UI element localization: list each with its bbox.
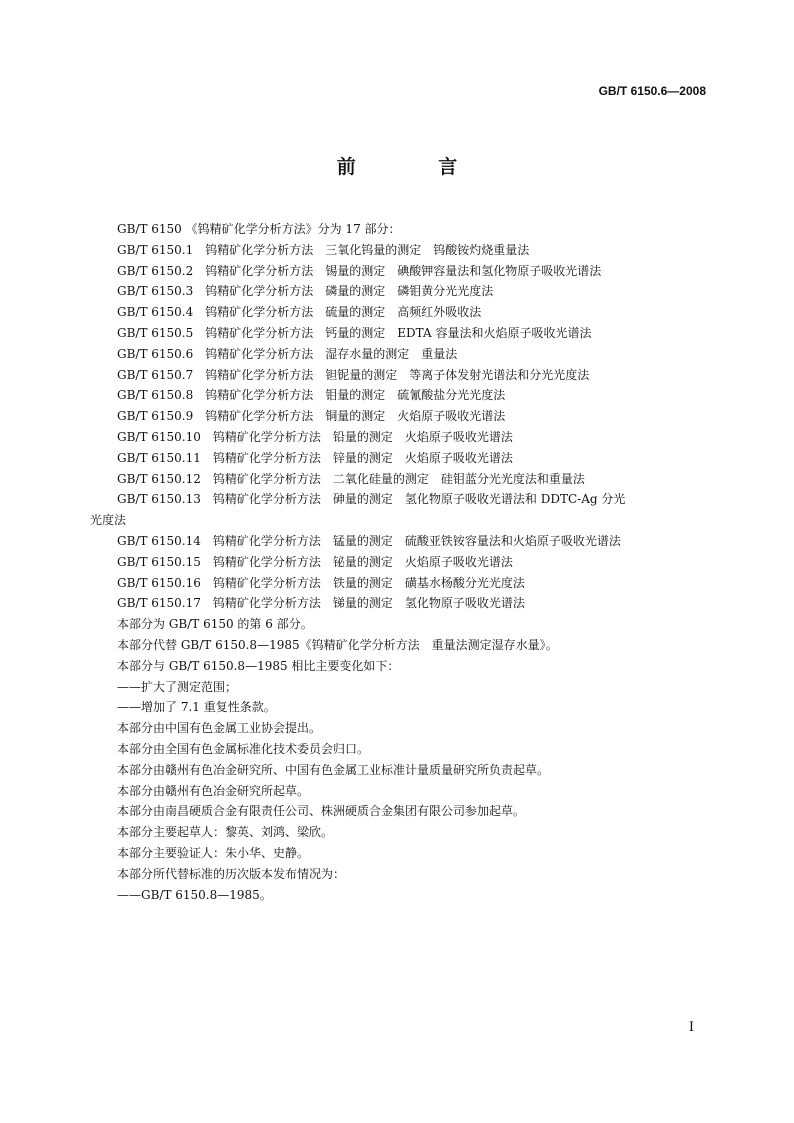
text-line: GB/T 6150.12 钨精矿化学分析方法 二氧化硅量的测定 硅钼蓝分光光度法和重量法	[117, 471, 585, 486]
text-line: GB/T 6150.14 钨精矿化学分析方法 锰量的测定 硫酸亚铁铵容量法和火焰原子吸收光谱法	[117, 533, 621, 548]
text-line: 本部分由南昌硬质合金有限责任公司、株洲硬质合金集团有限公司参加起草。	[117, 804, 526, 819]
text-line-continuation: 光度法	[90, 513, 127, 528]
text-line: GB/T 6150.9 钨精矿化学分析方法 铜量的测定 火焰原子吸收光谱法	[117, 409, 506, 424]
standard-number: GB/T 6150.6—2008	[598, 84, 706, 98]
text-line: ——GB/T 6150.8—1985。	[117, 887, 272, 902]
text-line: 本部分主要验证人：朱小华、史静。	[117, 845, 310, 860]
text-line: GB/T 6150.13 钨精矿化学分析方法 砷量的测定 氢化物原子吸收光谱法和 DDTC-Ag 分光	[117, 492, 626, 507]
text-line: GB/T 6150.15 钨精矿化学分析方法 铋量的测定 火焰原子吸收光谱法	[117, 554, 513, 569]
text-line: 本部分代替 GB/T 6150.8—1985《钨精矿化学分析方法 重量法测定湿存水量》。	[117, 637, 558, 652]
text-line: GB/T 6150.5 钨精矿化学分析方法 钙量的测定 EDTA 容量法和火焰原子吸收光谱法	[117, 325, 592, 340]
text-line: GB/T 6150.4 钨精矿化学分析方法 硫量的测定 高频红外吸收法	[117, 305, 482, 320]
text-line: 本部分为 GB/T 6150 的第 6 部分。	[117, 617, 313, 632]
text-line: GB/T 6150.3 钨精矿化学分析方法 磷量的测定 磷钼黄分光光度法	[117, 284, 494, 299]
text-line: GB/T 6150.6 钨精矿化学分析方法 湿存水量的测定 重量法	[117, 346, 458, 361]
text-line: GB/T 6150.17 钨精矿化学分析方法 锑量的测定 氢化物原子吸收光谱法	[117, 596, 525, 611]
text-line: 本部分主要起草人：黎英、刘鸿、梁欣。	[117, 825, 334, 840]
text-line: GB/T 6150.16 钨精矿化学分析方法 铁量的测定 磺基水杨酸分光光度法	[117, 575, 525, 590]
text-line: ——扩大了测定范围；	[117, 679, 238, 694]
text-line: GB/T 6150.11 钨精矿化学分析方法 锌量的测定 火焰原子吸收光谱法	[117, 450, 513, 465]
page-number: I	[688, 1020, 694, 1035]
text-line: GB/T 6150.7 钨精矿化学分析方法 钽铌量的测定 等离子体发射光谱法和分光光度法	[117, 367, 590, 382]
text-line: GB/T 6150 《钨精矿化学分析方法》分为 17 部分：	[117, 222, 401, 236]
text-line: 本部分所代替标准的历次版本发布情况为：	[117, 866, 346, 881]
foreword-body	[90, 219, 708, 905]
text-line: 本部分由中国有色金属工业协会提出。	[117, 721, 322, 736]
text-line: GB/T 6150.8 钨精矿化学分析方法 钼量的测定 硫氰酸盐分光光度法	[117, 388, 506, 403]
text-line: 本部分由赣州有色冶金研究所、中国有色金属工业标准计量质量研究所负责起草。	[117, 762, 550, 777]
text-line: GB/T 6150.2 钨精矿化学分析方法 锡量的测定 碘酸钾容量法和氢化物原子吸收光谱法	[117, 263, 602, 278]
text-line: GB/T 6150.1 钨精矿化学分析方法 三氧化钨量的测定 钨酸铵灼烧重量法	[117, 242, 530, 257]
text-line: 本部分由全国有色金属标准化技术委员会归口。	[117, 741, 370, 756]
text-line: GB/T 6150.10 钨精矿化学分析方法 铅量的测定 火焰原子吸收光谱法	[117, 429, 513, 444]
text-line: ——增加了 7.1 重复性条款。	[117, 700, 276, 715]
page-title: 前 言	[336, 156, 496, 178]
text-line: 本部分由赣州有色冶金研究所起草。	[117, 783, 310, 798]
text-line: 本部分与 GB/T 6150.8—1985 相比主要变化如下：	[117, 658, 400, 673]
